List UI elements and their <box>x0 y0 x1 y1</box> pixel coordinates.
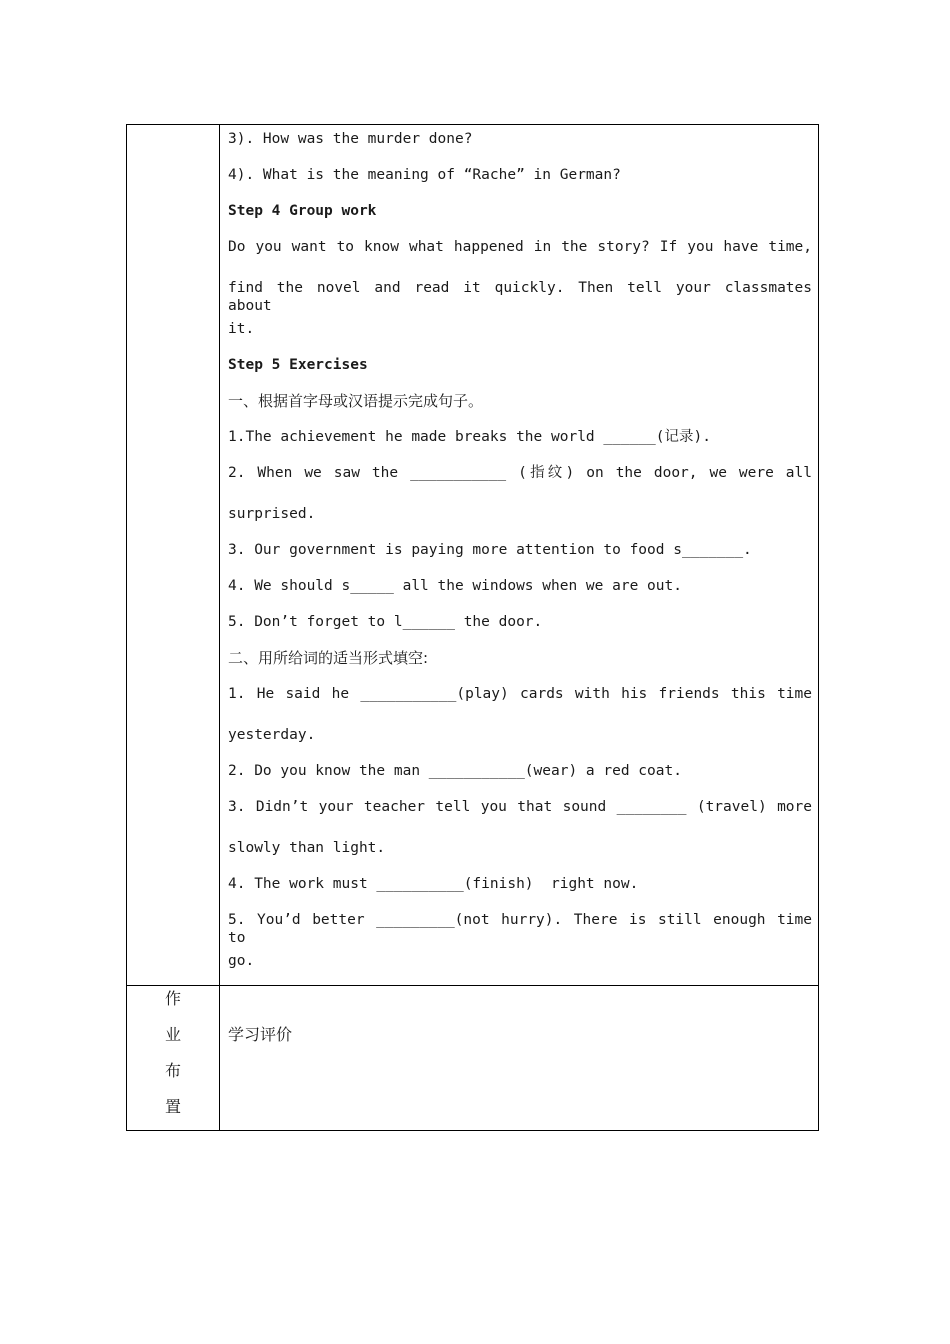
homework-label-char: 布 <box>164 1061 181 1080</box>
question-3: 3). How was the murder done? <box>228 131 473 147</box>
part2-item2: 2. Do you know the man ___________(wear) a red coat. <box>228 763 682 779</box>
part2-title: 二、用所给词的适当形式填空: <box>228 649 429 667</box>
step4-text-line3: it. <box>228 321 255 337</box>
evaluation-label: 学习评价 <box>228 1025 293 1044</box>
homework-label-char: 业 <box>164 1025 181 1044</box>
homework-label-char: 置 <box>164 1097 181 1116</box>
part2-item5-line1: 5. You’d better _________(not hurry). There is still enough time to <box>228 912 812 946</box>
column-divider <box>219 125 220 1130</box>
part1-item2-line2: surprised. <box>228 506 316 522</box>
part1-title: 一、根据首字母或汉语提示完成句子。 <box>228 392 484 410</box>
step5-heading: Step 5 Exercises <box>228 357 368 373</box>
lesson-table <box>126 124 819 1131</box>
step4-text-line2: find the novel and read it quickly. Then tell your classmates about <box>228 280 812 314</box>
part2-item5-line2: go. <box>228 953 255 969</box>
question-4: 4). What is the meaning of “Rache” in German? <box>228 167 621 183</box>
part2-item3-line2: slowly than light. <box>228 840 386 856</box>
homework-label-char: 作 <box>164 989 181 1008</box>
part2-item3-line1: 3. Didn’t your teacher tell you that sound ________ (travel) more <box>228 799 812 815</box>
part1-item2-line1: 2. When we saw the ___________ (指纹) on the door, we were all <box>228 465 812 481</box>
part2-item1-line1: 1. He said he ___________(play) cards with his friends this time <box>228 686 812 702</box>
part1-item4: 4. We should s_____ all the windows when we are out. <box>228 578 682 594</box>
part1-item3: 3. Our government is paying more attention to food s_______. <box>228 542 752 558</box>
part2-item1-line2: yesterday. <box>228 727 316 743</box>
part1-item5: 5. Don’t forget to l______ the door. <box>228 614 543 630</box>
part1-item1: 1.The achievement he made breaks the world ______(记录). <box>228 429 711 445</box>
step4-heading: Step 4 Group work <box>228 203 377 219</box>
step4-text-line1: Do you want to know what happened in the story? If you have time, <box>228 239 812 255</box>
part2-item4: 4. The work must __________(finish) right now. <box>228 876 639 892</box>
row-divider <box>127 985 818 986</box>
